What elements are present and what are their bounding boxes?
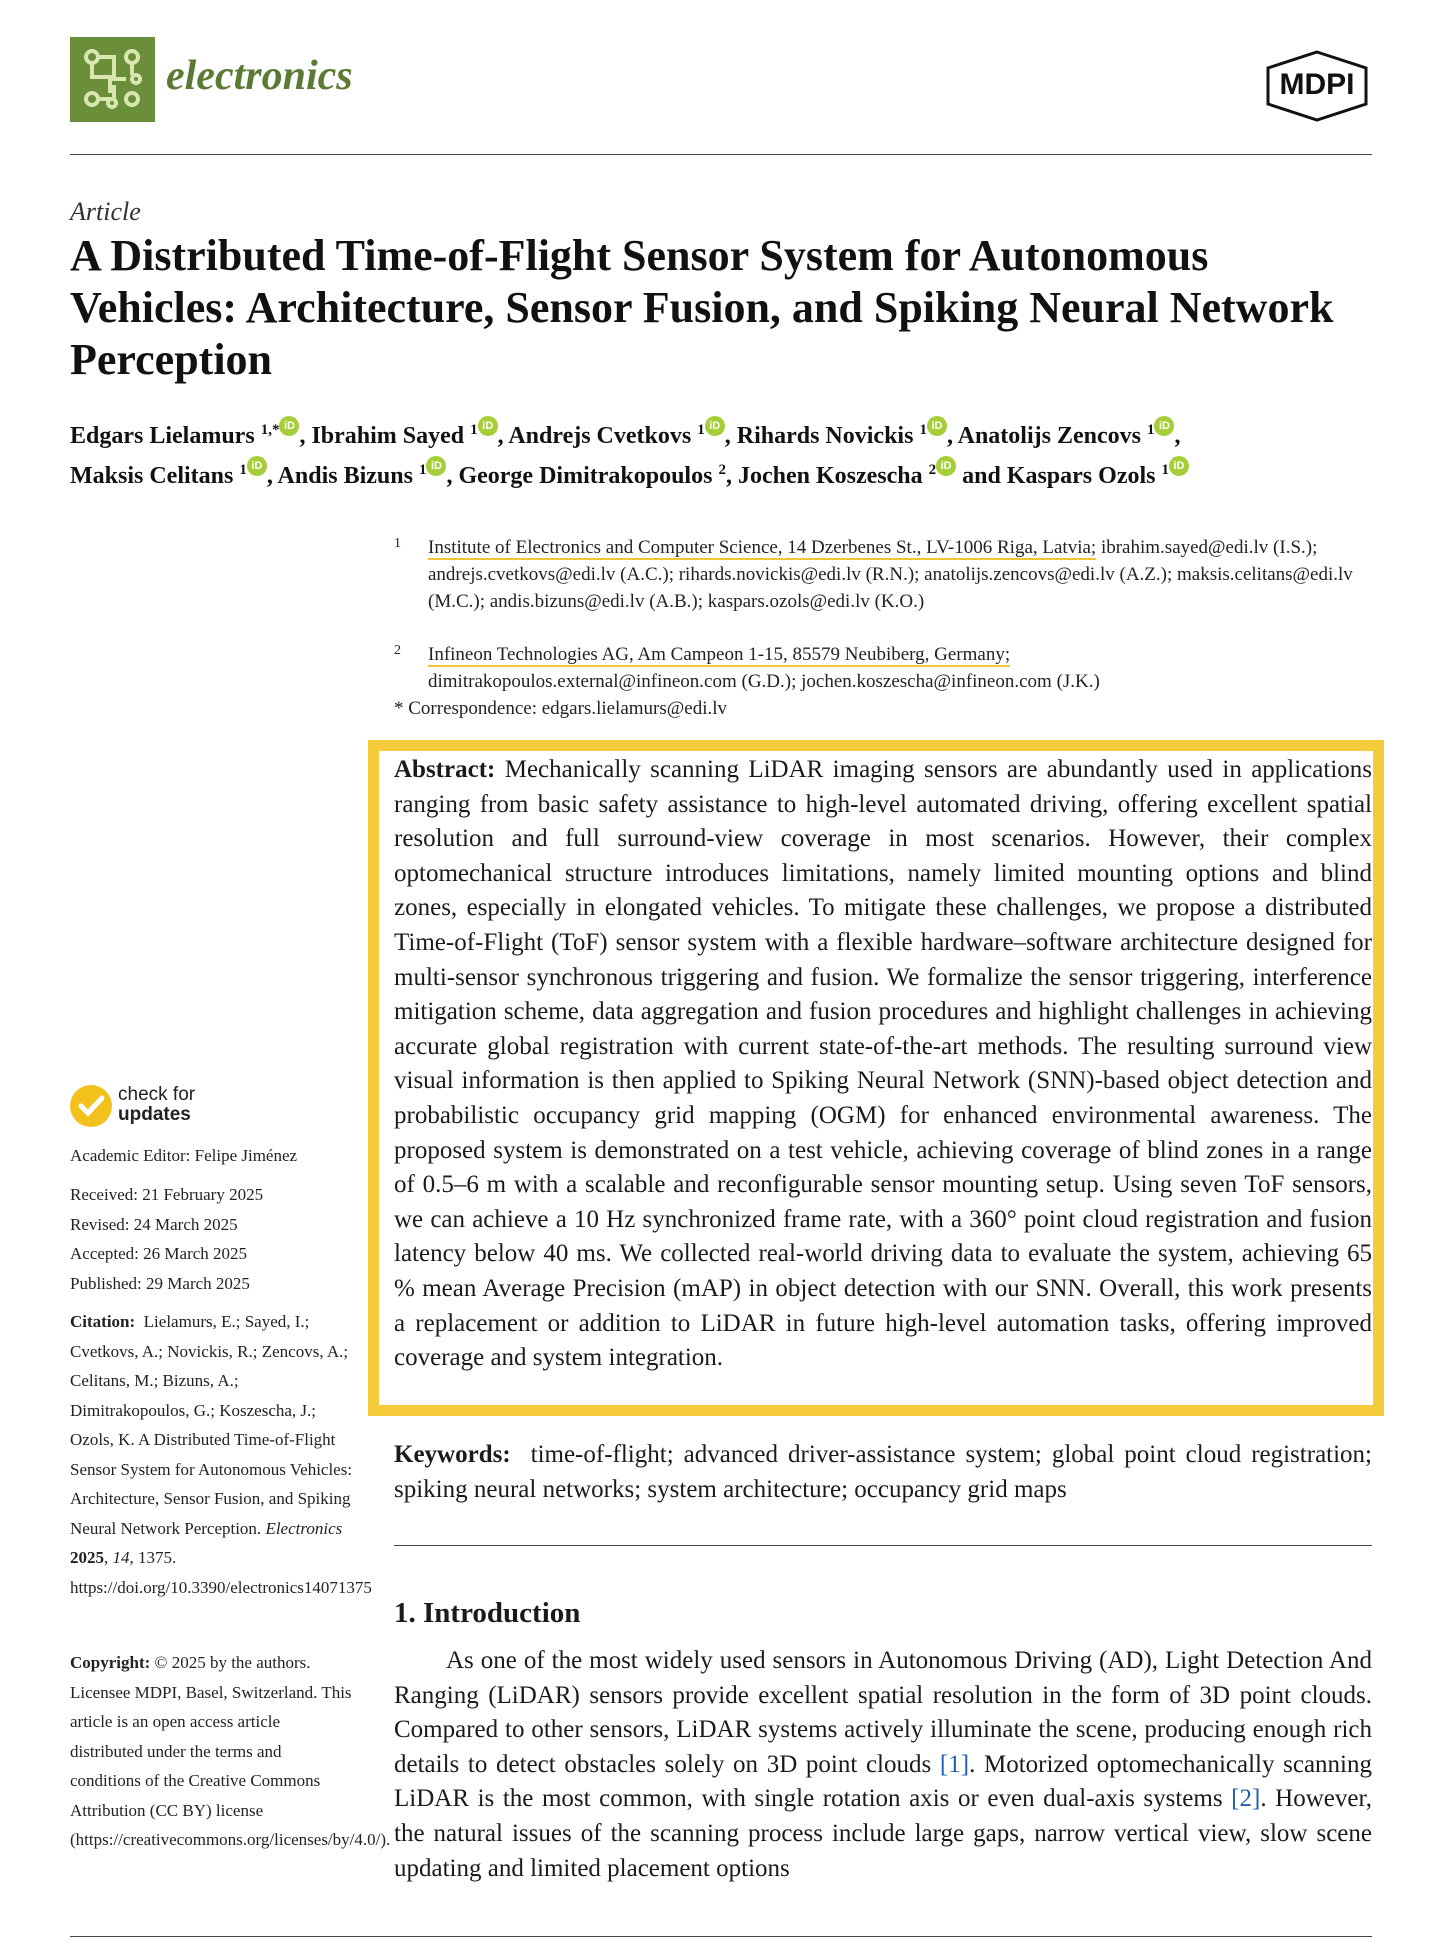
author-name: Anatolijs Zencovs [957, 423, 1141, 449]
orcid-icon[interactable]: iD [1154, 416, 1174, 436]
affiliation-institution: Infineon Technologies AG, Am Campeon 1-15, 85579 Neubiberg, Germany; [428, 644, 1011, 665]
check-for-updates[interactable] [118, 1085, 195, 1125]
citation-volume: 14 [112, 1548, 130, 1567]
section-divider [394, 1545, 1372, 1546]
affiliation-number: 1 [394, 536, 401, 551]
author-affiliation-mark: 1 [418, 462, 427, 478]
citation-label: Citation: [70, 1312, 136, 1331]
abstract-label: Abstract: [394, 756, 496, 783]
author-affiliation-mark: 1 [1161, 462, 1169, 478]
orcid-icon[interactable]: iD [426, 456, 446, 476]
author-name: Maksis Celitans [70, 463, 234, 489]
orcid-icon[interactable]: iD [279, 416, 299, 436]
intro-paragraph [394, 1644, 1372, 1886]
section-heading: 1. Introduction [394, 1597, 581, 1629]
copyright-label: Copyright: [70, 1653, 151, 1672]
header-divider [70, 154, 1372, 155]
journal-logo [70, 37, 155, 122]
author-affiliation-mark: 1,* [260, 422, 280, 438]
keywords-label: Keywords: [394, 1441, 511, 1468]
received-date: Received: 21 February 2025 [70, 1185, 264, 1204]
orcid-icon[interactable]: iD [247, 456, 267, 476]
accepted-date: Accepted: 26 March 2025 [70, 1244, 248, 1263]
author-affiliation-mark: 1 [1146, 422, 1155, 438]
author-affiliation-mark: 1 [697, 422, 705, 438]
citation-journal: Electronics [265, 1518, 343, 1538]
orcid-icon[interactable]: iD [936, 456, 956, 476]
citation-text: Lielamurs, E.; Sayed, I.; Cvetkovs, A.; Novickis, R.; Zencovs, A.; Celitans, M.; Bizuns, A.; Dimitrakopoulos, G.; Koszescha, J.; Ozols, K. A Distributed Time-of-Flight Sensor System for Autonomous Vehicles: Architecture, Sensor Fusion, and Spiking Neural Network Perception. [70, 1312, 353, 1538]
mdpi-logo [1262, 50, 1372, 122]
affiliation-2 [394, 641, 1354, 695]
citation-year: 2025 [70, 1548, 104, 1567]
abstract [394, 753, 1372, 1376]
article-type: Article [70, 197, 141, 226]
author-list: Edgars Lielamurs $^{1,*}$ iD , Ibrahim Sayed $^1$ iD , Andrejs Cvetkovs $^1$ iD , Rihards Novickis $^1$ iD , Anatolijs Zencovs $^1$ iD , Maksis Celitans $^1$ iD , Andis Bizuns $^1$ iD , George Dimitrakopoulos $^2$, Jochen Koszescha $^2$ iD and Kaspars Ozols $^1$ iD [70, 413, 1370, 493]
keywords-text: time-of-flight; advanced driver-assistance system; global point cloud registration; spiking neural networks; system architecture; occupancy grid maps [394, 1441, 1373, 1503]
author-name: Kaspars Ozols [1006, 463, 1156, 489]
check-line-2: updates [118, 1104, 191, 1125]
intro-text: . However, the natural issues of the scanning process include large gaps, narrow vertical view, slow scene updating and limited placement options [394, 1785, 1373, 1882]
citation: Citation: Lielamurs, E.; Sayed, I.; Cvetkovs, A.; Novickis, R.; Zencovs, A.; Celitans, M.; Bizuns, A.; Dimitrakopoulos, G.; Koszescha, J.; Ozols, K. A Distributed Time-of-Flight Sensor System for Autonomous Vehicles: Architecture, Sensor Fusion, and Spiking Neural Network Perception. Electronics 2025, 14, 1375. https://doi.org/10.3390/electronics14071375 [70, 1312, 372, 1597]
orcid-icon[interactable]: iD [927, 416, 947, 436]
affiliation-institution: Institute of Electronics and Computer Science, 14 Dzerbenes St., LV-1006 Riga, Latvia; [428, 537, 1097, 558]
correspondence: * Correspondence: edgars.lielamurs@edi.lv [394, 698, 728, 719]
check-for-updates-icon[interactable] [70, 1085, 112, 1127]
intro-text: . Motorized optomechanically scanning LiDAR is the most common, with single rotation axis or even dual-axis systems [394, 1750, 1373, 1813]
intro-text: As one of the most widely used sensors in Autonomous Driving (AD), Light Detection And Ranging (LiDAR) sensors provide excellent spatial resolution in the form of 3D point clouds. Compared to other sensors, LiDAR systems actively illuminate the scene, producing enough rich details to detect obstacles solely on 3D point clouds [394, 1647, 1372, 1778]
author-affiliation-mark: 2 [928, 462, 937, 478]
reference-link[interactable]: [2] [1231, 1785, 1261, 1813]
author-name: Edgars Lielamurs [70, 423, 255, 449]
citation-doi[interactable]: , 1375. https://doi.org/10.3390/electronics14071375 [70, 1548, 372, 1597]
orcid-icon[interactable]: iD [478, 416, 498, 436]
author-name: Ibrahim Sayed [311, 423, 465, 449]
author-name: George Dimitrakopoulos [458, 463, 713, 489]
author-affiliation-mark: 1 [239, 462, 247, 478]
orcid-icon[interactable]: iD [1169, 456, 1189, 476]
keywords [394, 1438, 1372, 1507]
reference-link[interactable]: [1] [939, 1750, 970, 1778]
revised-date: Revised: 24 March 2025 [70, 1215, 238, 1234]
affiliation-emails[interactable]: dimitrakopoulos.external@infineon.com (G.D.); jochen.koszescha@infineon.com (J.K.) [428, 671, 1100, 692]
published-date: Published: 29 March 2025 [70, 1274, 250, 1293]
copyright [70, 1648, 391, 1855]
author-name: Andis Bizuns [277, 463, 413, 489]
article-title: A Distributed Time-of-Flight Sensor System for Autonomous Vehicles: Architecture, Sensor Fusion, and Spiking Neural Network Perception [70, 231, 1334, 384]
check-line-1: check for [118, 1084, 196, 1105]
author-name: Andrejs Cvetkovs [508, 423, 692, 449]
affiliation-1 [394, 534, 1354, 615]
circuit-logo-icon [70, 37, 155, 122]
mdpi-logo-text: MDPI [1279, 68, 1355, 101]
checkmark-icon [70, 1085, 112, 1127]
author-affiliation-mark: 2 [718, 462, 726, 478]
footer-divider [70, 1936, 1372, 1937]
orcid-icon[interactable]: iD [705, 416, 725, 436]
affiliation-number: 2 [394, 643, 401, 658]
author-affiliation-mark: 1 [919, 422, 927, 438]
journal-name: electronics [166, 53, 353, 99]
affiliation-emails[interactable]: ibrahim.sayed@edi.lv (I.S.); andrejs.cvetkovs@edi.lv (A.C.); rihards.novickis@edi.lv (R.N.); anatolijs.zencovs@edi.lv (A.Z.); maksis.celitans@edi.lv (M.C.); andis.bizuns@edi.lv (A.B.); kaspars.ozols@edi.lv (K.O.) [428, 537, 1353, 612]
copyright-text: © 2025 by the authors. Licensee MDPI, Basel, Switzerland. This article is an open access article distributed under the terms and conditions of the Creative Commons Attribution (CC BY) license (https://creativecommons.org/licenses/by/4.0/). [70, 1653, 391, 1849]
author-name: Jochen Koszescha [737, 463, 923, 489]
author-affiliation-mark: 1 [470, 422, 478, 438]
author-name: Rihards Novickis [736, 423, 914, 449]
abstract-text: Mechanically scanning LiDAR imaging sensors are abundantly used in applications ranging from basic safety assistance to high-level automated driving, offering excellent spatial resolution and full surround-view coverage in most scenarios. However, their complex optomechanical structure introduces limitations, namely limited mounting options and blind zones, especially in elongated vehicles. To mitigate these challenges, we propose a distributed Time-of-Flight (ToF) sensor system with a flexible hardware–software architecture designed for multi-sensor synchronous triggering and fusion. We formalize the sensor triggering, interference mitigation scheme, data aggregation and fusion procedures and highlight challenges in achieving accurate global registration with current state-of-the-art methods. The resulting surround view visual information is then applied to Spiking Neural Network (SNN)-based object detection and probabilistic occupancy grid mapping (OGM) for enhanced environmental awareness. The proposed system is demonstrated on a test vehicle, achieving coverage of blind zones in a range of 0.5–6 m with a scalable and reconfigurable sensor mounting setup. Using seven ToF sensors, we can achieve a 10 Hz synchronized frame rate, with a 360° point cloud registration and fusion latency below 40 ms. We collected real-world driving data to evaluate the system, achieving 65 % mean Average Precision (mAP) in object detection with our SNN. Overall, this work presents a replacement or addition to LiDAR in future high-level automation tasks, offering improved coverage and system integration. [394, 756, 1372, 1372]
academic-editor: Academic Editor: Felipe Jiménez [70, 1146, 298, 1165]
